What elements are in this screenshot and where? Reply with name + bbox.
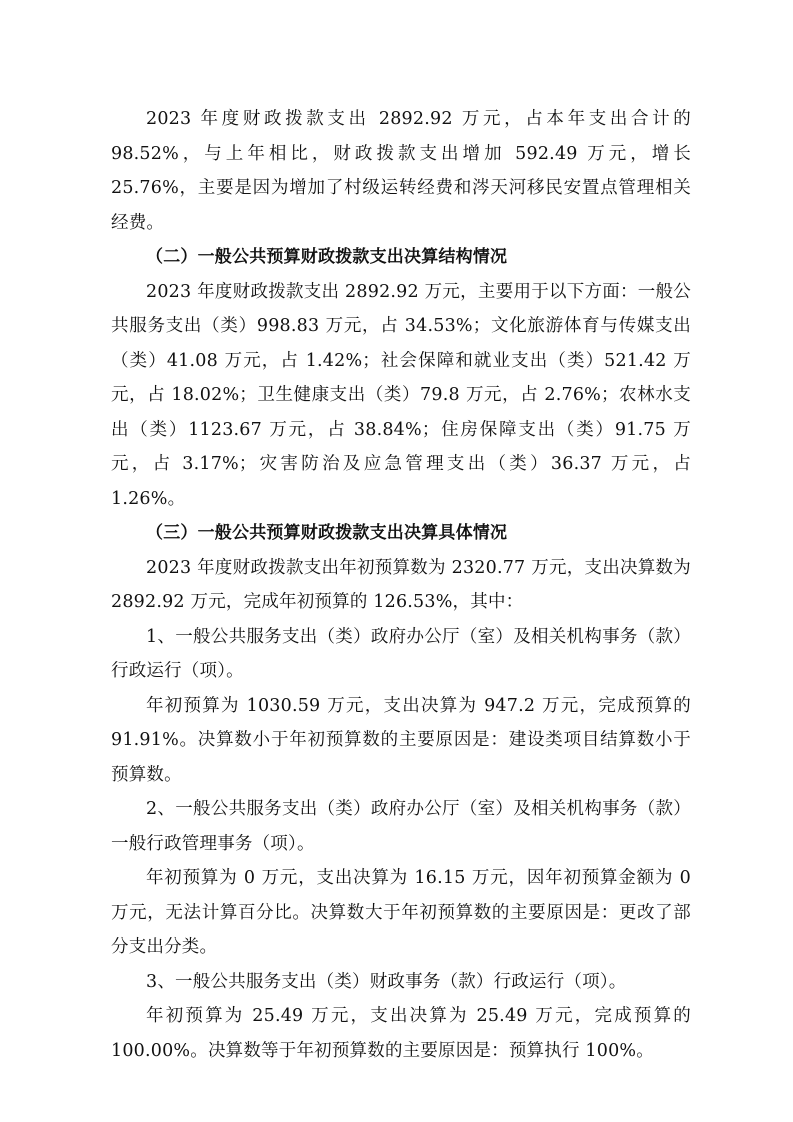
- section-heading-details: （三）一般公共预算财政拨款支出决算具体情况: [146, 523, 508, 543]
- item-3-title: 3、一般公共服务支出（类）财政事务（款）行政运行（项）。: [146, 971, 627, 992]
- item-1-detail: 年初预算为 1030.59 万元，支出决算为 947.2 万元，完成预算的 91.91%。决算数小于年初预算数的主要原因是：建设类项目结算数小于预算数。: [111, 695, 691, 785]
- item-3-detail: 年初预算为 25.49 万元，支出决算为 25.49 万元，完成预算的 100.00%。决算数等于年初预算数的主要原因是：预算执行 100%。: [111, 1006, 691, 1061]
- section-heading-structure: （二）一般公共预算财政拨款支出决算结构情况: [146, 247, 508, 267]
- paragraph-expenditure-summary: 2023 年度财政拨款支出 2892.92 万元，占本年支出合计的 98.52%，与上年相比，财政拨款支出增加 592.49 万元，增长 25.76%，主要是因为增加了村级运转经费和涔天河移民安置点管理相关经费。: [111, 109, 691, 233]
- item-1-title: 1、一般公共服务支出（类）政府办公厅（室）及相关机构事务（款）行政运行（项）。: [111, 626, 691, 681]
- item-2-title: 2、一般公共服务支出（类）政府办公厅（室）及相关机构事务（款）一般行政管理事务（项）。: [111, 799, 691, 854]
- document-body: [111, 102, 691, 1068]
- paragraph-expenditure-structure: 2023 年度财政拨款支出 2892.92 万元，主要用于以下方面：一般公共服务支出（类）998.83 万元，占 34.53%；文化旅游体育与传媒支出（类）41.08 万元，占 1.42%；社会保障和就业支出（类）521.42 万元，占 18.02%；卫生健康支出（类）79.8 万元，占 2.76%；农林水支出（类）1123.67 万元，占 38.84%；住房保障支出（类）91.75 万元，占 3.17%；灾害防治及应急管理支出（类）36.37 万元，占 1.26%。: [111, 281, 691, 509]
- paragraph-budget-overview: 2023 年度财政拨款支出年初预算数为 2320.77 万元，支出决算数为 2892.92 万元，完成年初预算的 126.53%，其中：: [111, 557, 691, 612]
- item-2-detail: 年初预算为 0 万元，支出决算为 16.15 万元，因年初预算金额为 0 万元，无法计算百分比。决算数大于年初预算数的主要原因是：更改了部分支出分类。: [111, 868, 691, 957]
